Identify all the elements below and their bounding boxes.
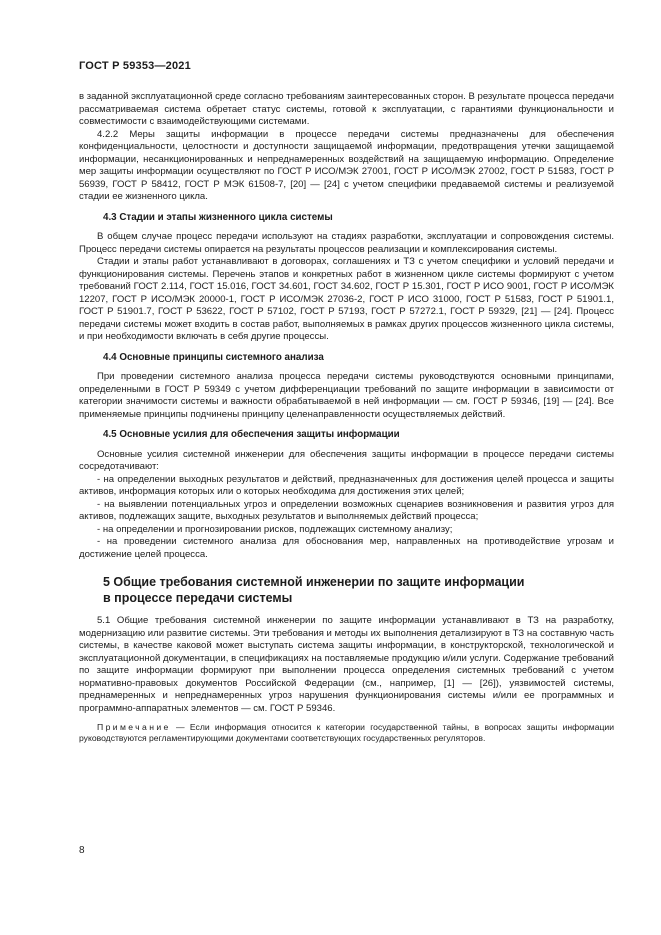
- chapter-heading-line: 5 Общие требования системной инженерии по защите информации: [103, 575, 525, 589]
- document-code-header: ГОСТ Р 59353—2021: [79, 60, 191, 72]
- page-number: 8: [79, 845, 85, 856]
- chapter-heading: [79, 574, 614, 606]
- note-label: Примечание: [97, 722, 171, 732]
- chapter-heading-line: в процессе передачи системы: [103, 591, 293, 605]
- section-heading: 4.5 Основные усилия для обеспечения защиты информации: [103, 429, 400, 440]
- section-heading: 4.3 Стадии и этапы жизненного цикла системы: [103, 211, 333, 223]
- paragraph: - на определении выходных результатов и действий, предназначенных для достижения целей процесса и защиты активов, информация которых или о которых необходима для достижения этих целей;: [79, 473, 614, 497]
- paragraph: Стадии и этапы работ устанавливают в договорах, соглашениях и ТЗ с учетом специфики и условий передачи и функционирования системы. Перечень этапов и конкретных работ в жизненном цикле системы формируют с учетом требований ГОСТ 2.114, ГОСТ 15.016, ГОСТ 34.601, ГОСТ 34.602, ГОСТ Р 15.301, ГОСТ Р ИСО 9001, ГОСТ Р ИСО/МЭК 12207, ГОСТ Р ИСО/МЭК 20000-1, ГОСТ Р ИСО/МЭК 27036-2, ГОСТ Р ИСО 31000, ГОСТ Р 51583, ГОСТ Р 51901.1, ГОСТ Р 51901.7, ГОСТ Р 53622, ГОСТ Р 57102, ГОСТ Р 57193, ГОСТ Р 57272.1, ГОСТ Р 59329, [21] — [24]. Процесс передачи системы может входить в состав работ, выполняемых в рамках других процессов жизненного цикла системы, и при необходимости включать в себя другие процессы.: [79, 256, 614, 342]
- paragraph: - на определении и прогнозировании рисков, подлежащих системному анализу;: [97, 523, 453, 535]
- note-text: — Если информация относится к категории государственной тайны, в вопросах защиты информации руководствуются регламентирующими документами соответствующих государственных регуляторов.: [79, 722, 614, 743]
- paragraph: - на проведении системного анализа для обоснования мер, направленных на противодействие угрозам и достижение целей процесса.: [79, 536, 614, 560]
- paragraph: Основные усилия системной инженерии для обеспечения защиты информации в процессе передачи системы сосредотачивают:: [79, 448, 614, 472]
- note: [79, 722, 614, 744]
- paragraph: В общем случае процесс передачи используют на стадиях разработки, эксплуатации и сопровождения системы. Процесс передачи системы опирается на результаты процессов реализации и комплексирования системы.: [79, 231, 614, 255]
- paragraph: в заданной эксплуатационной среде согласно требованиям заинтересованных сторон. В результате процесса передачи рассматриваемая система обретает статус системы, готовой к эксплуатации, с гарантиями функциональности и совместимости с взаимодействующими системами.: [79, 91, 614, 127]
- paragraph: - на выявлении потенциальных угроз и определении возможных сценариев возникновения и развития угроз для активов, подлежащих защите, выходных результатов и выполняемых действий процесса;: [79, 498, 614, 522]
- paragraph: 5.1 Общие требования системной инженерии по защите информации устанавливают в ТЗ на разработку, модернизацию или развитие системы. Эти требования и методы их выполнения детализируют в ТЗ на составную часть системы, в качестве каковой может выступать система защиты информации, в конструкторской, технологической и эксплуатационной документации, в спецификациях на поставляемые продукцию и/или услуги. Содержание требований по защите информации формируют при выполнении процесса определения системных требований с учетом нормативно-правовых документов Российской Федерации (см., например, [1] — [26]), уязвимостей системы, преднамеренных и непреднамеренных угроз нарушения функционирования системы и/или ее программных и программно-аппаратных элементов — см. ГОСТ Р 59346.: [79, 615, 614, 714]
- paragraph: 4.2.2 Меры защиты информации в процессе передачи системы предназначены для обеспечения конфиденциальности, целостности и доступности защищаемой информации, предотвращения утечки защищаемой информации, несанкционированных и непреднамеренных воздействий на защищаемую информацию. Определение мер защиты информации осуществляют по ГОСТ Р ИСО/МЭК 27001, ГОСТ Р ИСО/МЭК 27002, ГОСТ Р 51583, ГОСТ Р 56939, ГОСТ Р 58412, ГОСТ Р МЭК 61508-7, [20] — [24] с учетом специфики предаваемой системы и реализуемой стадии ее жизненного цикла.: [79, 128, 614, 202]
- paragraph: При проведении системного анализа процесса передачи системы руководствуются основными принципами, определенными в ГОСТ Р 59349 с учетом дифференциации требований по защите информации в зависимости от категории значимости системы и важности обрабатываемой в ней информации — см. ГОСТ Р 59346, [19] — [24]. Все применяемые принципы подчинены принципу целенаправленности осуществляемых действий.: [79, 371, 614, 420]
- document-body: [79, 91, 614, 744]
- section-heading: 4.4 Основные принципы системного анализа: [103, 351, 324, 363]
